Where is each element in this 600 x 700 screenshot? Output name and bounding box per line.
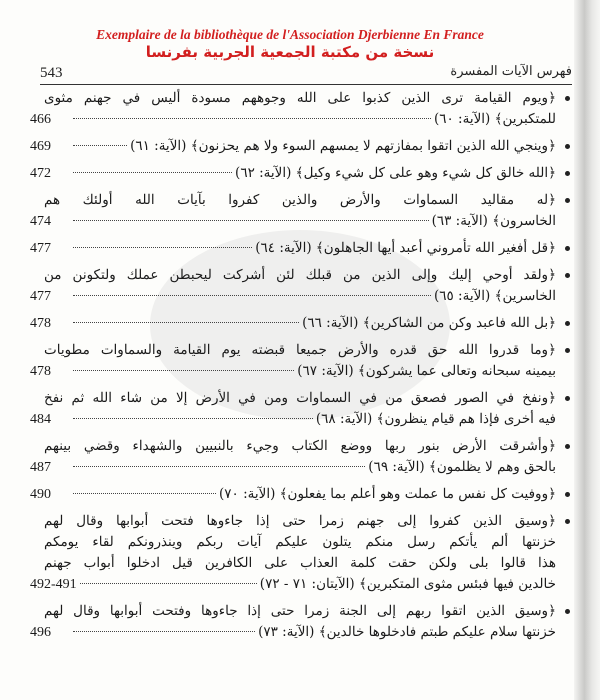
page-number: 543 [40,65,63,81]
index-entry [30,163,570,184]
verse-last-line [30,484,556,505]
entry-page-number: 472 [30,166,51,181]
bullet-icon [565,246,570,251]
verse-last-line [30,409,556,430]
verse-last-line [30,238,556,259]
index-entry [30,136,570,157]
index-entry [30,265,570,307]
verse-text: بيمينه سبحانه وتعالى عما يشركون﴾ (الآية: ٦٧) [297,363,556,379]
bullet-icon [565,519,570,524]
dot-leader [73,220,429,221]
index-entry [30,88,570,130]
verse-last-line [30,313,556,334]
entry-page-number: 477 [30,289,51,304]
index-entries [30,88,570,649]
dot-leader [73,631,255,632]
bullet-icon [565,492,570,497]
verse-line: ﴿ولقد أوحي إليك وإلى الذين من قبلك لئن أشركت ليحبطن عملك ولتكونن من [44,267,556,283]
library-stamp-arabic: نسخة من مكتبة الجمعية الجربية بفرنسا [145,43,435,61]
verse-line: ﴿وأشرقت الأرض بنور ربها ووضع الكتاب وجيء بالنبيين والشهداء وقضي بينهم [44,438,556,454]
library-stamp-french: Exemplaire de la bibliothèque de l'Association Djerbienne En France [96,27,484,42]
index-entry [30,313,570,334]
index-entry [30,190,570,232]
entry-page-number: 474 [30,214,51,229]
verse-last-line [30,457,556,478]
verse-last-line [30,286,556,307]
entry-page-number: 484 [30,412,51,427]
verse-last-line [30,136,556,157]
dot-leader [73,247,252,248]
verse-text: ﴿بل الله فاعبد وكن من الشاكرين﴾ (الآية: ٦٦) [302,315,556,331]
bullet-icon [565,273,570,278]
bullet-icon [565,171,570,176]
bullet-icon [565,144,570,149]
verse-line: ﴿له مقاليد السماوات والأرض والذين كفروا بآيات الله أولئك هم [44,192,556,208]
index-entry [30,511,570,595]
entry-page-number: 492-491 [30,577,77,592]
verse-last-line [30,211,556,232]
verse-text: الخاسرين﴾ (الآية: ٦٥) [433,288,556,304]
verse-text: فيه أخرى فإذا هم قيام ينظرون﴾ (الآية: ٦٨) [315,411,556,427]
entry-page-number: 487 [30,460,51,475]
bullet-icon [565,348,570,353]
dot-leader [73,466,365,467]
verse-line: ﴿وما قدروا الله حق قدره والأرض جميعا قبضته يوم القيامة والسماوات مطويات [44,342,556,358]
verse-text: خالدين فيها فبئس مثوى المتكبرين﴾ (الآيتان: ٧١ - ٧٢) [259,576,556,592]
header-title: فهرس الآيات المفسرة [450,64,572,79]
verse-text: ﴿الله خالق كل شيء وهو على كل شيء وكيل﴾ (الآية: ٦٢) [235,165,556,181]
verse-last-line [30,109,556,130]
verse-last-line [30,622,556,643]
verse-last-line [30,163,556,184]
entry-page-number: 466 [30,112,51,127]
bullet-icon [565,396,570,401]
verse-text: ﴿قل أفغير الله تأمروني أعبد أيها الجاهلون﴾ (الآية: ٦٤) [255,240,556,256]
entry-page-number: 490 [30,487,51,502]
dot-leader [73,370,294,371]
index-entry [30,238,570,259]
dot-leader [73,172,232,173]
verse-text: ﴿وينجي الله الذين اتقوا بمفازتهم لا يمسهم السوء ولا هم يحزنون﴾ (الآية: ٦١) [130,138,556,154]
index-entry [30,340,570,382]
bullet-icon [565,96,570,101]
index-entry [30,601,570,643]
verse-line: ﴿ويوم القيامة ترى الذين كذبوا على الله وجوههم مسودة أليس في جهنم مثوى [44,90,556,106]
page-binding-shadow [574,0,600,700]
verse-line: ﴿وسيق الذين اتقوا ربهم إلى الجنة زمرا حتى إذا جاءوها وفتحت أبوابها وقال لهم [44,603,556,619]
dot-leader [80,583,257,584]
dot-leader [73,145,127,146]
dot-leader [73,322,299,323]
dot-leader [73,418,313,419]
bullet-icon [565,444,570,449]
bullet-icon [565,321,570,326]
verse-last-line [30,574,556,595]
index-entry [30,484,570,505]
verse-line: ﴿وسيق الذين كفروا إلى جهنم زمرا حتى إذا جاءوها فتحت أبوابها وقال لهم [44,513,556,529]
entry-page-number: 478 [30,316,51,331]
verse-text: ﴿ووفيت كل نفس ما عملت وهو أعلم بما يفعلون﴾ (الآية: ٧٠) [219,486,556,502]
verse-line: هذا قالوا بلى ولكن حقت كلمة العذاب على الكافرين قيل ادخلوا أبواب جهنم [44,555,556,571]
verse-text: الخاسرون﴾ (الآية: ٦٣) [431,213,556,229]
verse-text: خزنتها سلام عليكم طبتم فادخلوها خالدين﴾ (الآية: ٧٣) [258,624,556,640]
entry-page-number: 477 [30,241,51,256]
index-entry [30,388,570,430]
dot-leader [73,118,431,119]
verse-text: للمتكبرين﴾ (الآية: ٦٠) [433,111,556,127]
bullet-icon [565,198,570,203]
running-header [40,62,572,85]
index-entry [30,436,570,478]
verse-last-line [30,361,556,382]
verse-line: ﴿ونفخ في الصور فصعق من في السماوات ومن في الأرض إلا من شاء الله ثم نفخ [44,390,556,406]
entry-page-number: 496 [30,625,51,640]
bullet-icon [565,609,570,614]
entry-page-number: 478 [30,364,51,379]
verse-text: بالحق وهم لا يظلمون﴾ (الآية: ٦٩) [368,459,556,475]
dot-leader [73,493,216,494]
dot-leader [73,295,431,296]
entry-page-number: 469 [30,139,51,154]
verse-line: خزنتها ألم يأتكم رسل منكم يتلون عليكم آيات ربكم وينذرونكم لقاء يومكم [44,534,556,550]
